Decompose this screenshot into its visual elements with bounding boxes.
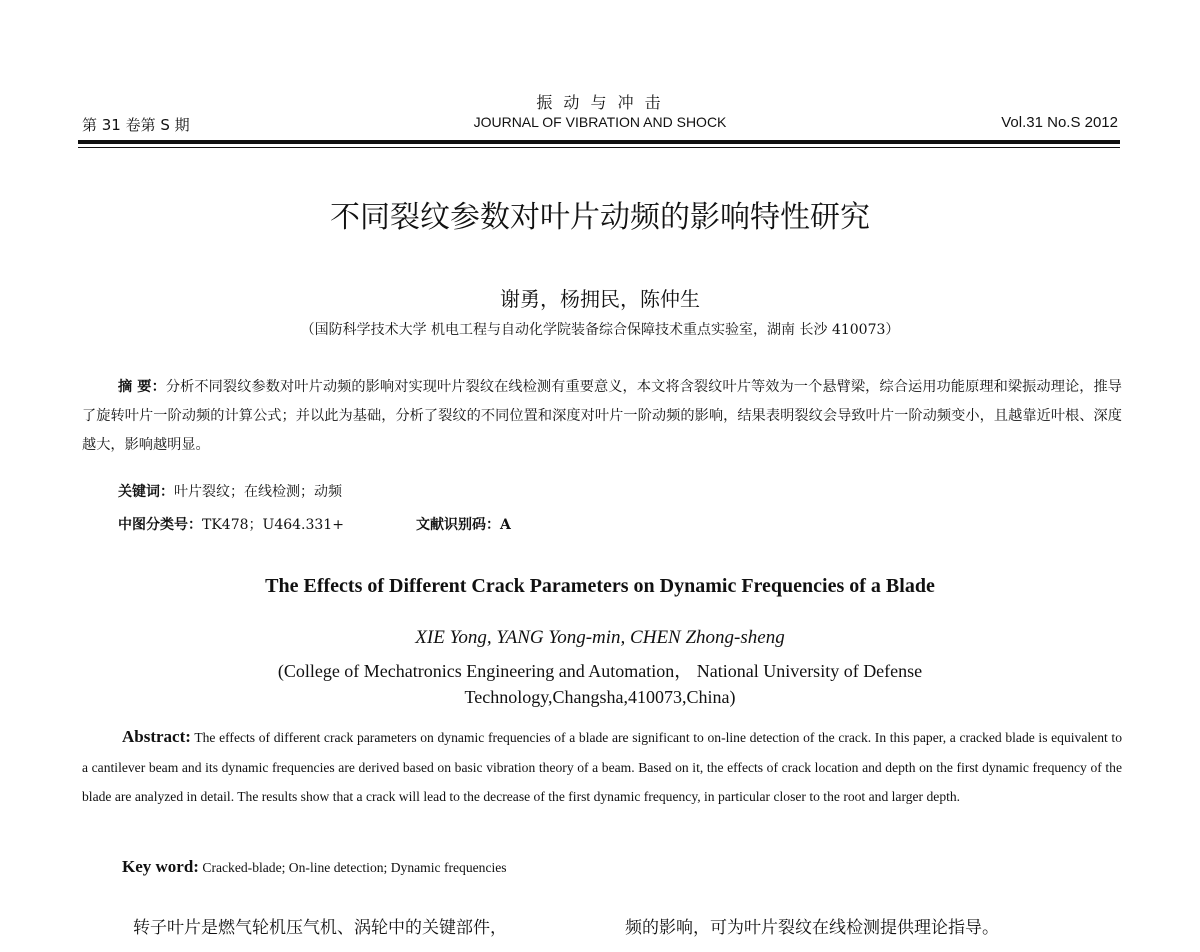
- abstract-cn-label: 摘 要：: [118, 379, 166, 395]
- journal-title-cn: 振 动 与 冲 击: [536, 93, 664, 112]
- authors-cn: 谢勇，杨拥民，陈仲生: [500, 287, 700, 311]
- paper-title-en: The Effects of Different Crack Parameters on Dynamic Frequencies of a Blade: [265, 575, 935, 597]
- body-col1-line1: 转子叶片是燃气轮机压气机、涡轮中的关键部件，: [133, 918, 507, 938]
- issue-label: 第 31 卷第 S 期: [82, 116, 190, 134]
- abstract-en-label: Abstract:: [122, 727, 191, 746]
- keywords-cn-text: 叶片裂纹；在线检测；动频: [174, 484, 342, 500]
- classification-cn: [118, 514, 511, 534]
- keywords-cn-label: 关键词：: [118, 484, 174, 500]
- classification-text: TK478；U464.331+: [202, 517, 344, 533]
- journal-title-en: JOURNAL OF VIBRATION AND SHOCK: [473, 114, 727, 130]
- authors-en: XIE Yong, YANG Yong-min, CHEN Zhong-sheng: [415, 627, 785, 648]
- volume-label: Vol.31 No.S 2012: [1001, 114, 1118, 131]
- keywords-cn: [118, 481, 342, 501]
- header-rule-thin: [78, 147, 1120, 148]
- abstract-en: [82, 722, 1122, 812]
- keywords-en-text: Cracked-blade; On-line detection; Dynamic frequencies: [202, 860, 507, 875]
- abstract-cn-text: 分析不同裂纹参数对叶片动频的影响对实现叶片裂纹在线检测有重要意义，本文将含裂纹叶片等效为一个悬臂梁，综合运用功能原理和梁振动理论，推导了旋转叶片一阶动频的计算公式；并以此为基础，分析了裂纹的不同位置和深度对叶片一阶动频的影响，结果表明裂纹会导致叶片一阶动频变小，且越靠近叶根、深度越大，影响越明显。: [82, 379, 1122, 453]
- doc-code: A: [499, 517, 511, 533]
- affiliation-cn: （国防科学技术大学 机电工程与自动化学院装备综合保障技术重点实验室，湖南 长沙 410073）: [300, 322, 900, 338]
- classification-label: 中图分类号：: [118, 517, 202, 533]
- body-col2-line1: 频的影响，可为叶片裂纹在线检测提供理论指导。: [625, 918, 999, 938]
- affiliation-en-line-1: (College of Mechatronics Engineering and Automation， National University of Defense: [277, 661, 923, 681]
- keywords-en: [122, 857, 507, 877]
- doc-code-label: 文献识别码：: [415, 517, 500, 533]
- paper-title-cn: 不同裂纹参数对叶片动频的影响特性研究: [330, 200, 870, 235]
- affiliation-en-line-2: Technology,Changsha,410073,China): [464, 687, 736, 707]
- header-rule-thick: [78, 140, 1120, 144]
- abstract-en-text: The effects of different crack parameters on dynamic frequencies of a blade are significant to on-line detection of the crack. In this paper, a cracked blade is equivalent to a cantilever beam and its dynamic frequencies are derived based on basic vibration theory of a beam. Based on it, the effects of crack location and depth on the first dynamic frequency of the blade are analyzed in detail. The results show that a crack will lead to the decrease of the first dynamic frequency, in particular closer to the root and larger depth.: [82, 730, 1122, 804]
- keywords-en-label: Key word:: [122, 857, 199, 876]
- abstract-cn: [82, 373, 1122, 460]
